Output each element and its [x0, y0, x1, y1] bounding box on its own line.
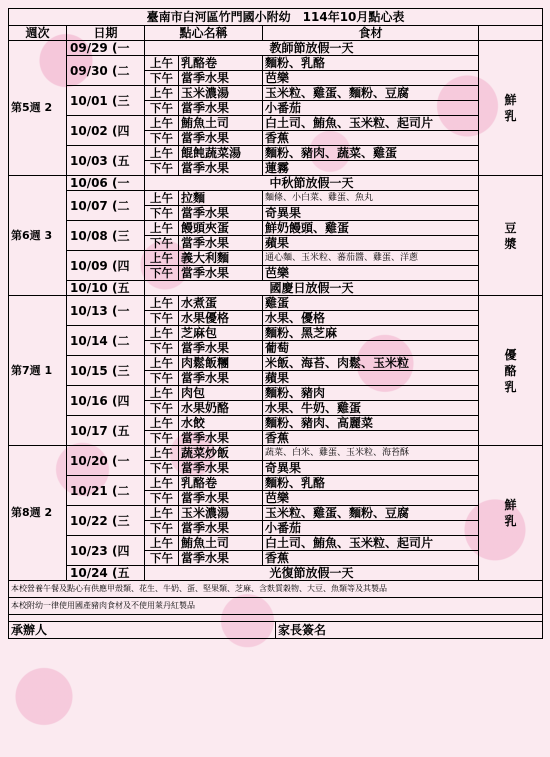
snack-name-am: 乳酪卷	[179, 476, 263, 491]
drink-char: 鮮	[504, 93, 517, 107]
period-am: 上午	[145, 386, 179, 401]
ingredients-am: 玉米粒、雞蛋、麵粉、豆腐	[263, 86, 479, 101]
ingredients-am: 麵粉、乳酪	[263, 56, 479, 71]
period-pm: 下午	[145, 311, 179, 326]
note-row-1	[9, 581, 543, 598]
snack-name-pm: 當季水果	[179, 131, 263, 146]
holiday-cell: 光復節放假一天	[145, 566, 479, 581]
snack-name-am: 鮪魚土司	[179, 116, 263, 131]
date-cell: 10/14 (二	[67, 326, 145, 356]
ingredients-pm: 芭樂	[263, 71, 479, 86]
ingredients-pm: 香蕉	[263, 131, 479, 146]
ingredients-am: 麵粉、豬肉、高麗菜	[263, 416, 479, 431]
date-cell: 10/07 (二	[67, 191, 145, 221]
signature-row	[9, 622, 543, 639]
drink-cell	[479, 41, 543, 176]
day-row	[9, 326, 543, 341]
period-pm: 下午	[145, 206, 179, 221]
day-row	[9, 416, 543, 431]
ingredients-pm: 奇異果	[263, 461, 479, 476]
day-row	[9, 56, 543, 71]
ingredients-am: 玉米粒、雞蛋、麵粉、豆腐	[263, 506, 479, 521]
day-row	[9, 86, 543, 101]
snack-name-am: 玉米濃湯	[179, 506, 263, 521]
snack-name-pm: 當季水果	[179, 431, 263, 446]
ingredients-pm: 奇異果	[263, 206, 479, 221]
snack-name-pm: 當季水果	[179, 371, 263, 386]
snack-name-pm: 當季水果	[179, 521, 263, 536]
period-pm: 下午	[145, 401, 179, 416]
period-am: 上午	[145, 251, 179, 266]
day-row	[9, 506, 543, 521]
date-cell: 10/16 (四	[67, 386, 145, 416]
period-am: 上午	[145, 536, 179, 551]
ingredients-pm: 蘋果	[263, 371, 479, 386]
period-am: 上午	[145, 86, 179, 101]
notes-table	[8, 580, 543, 639]
period-pm: 下午	[145, 266, 179, 281]
day-row	[9, 356, 543, 371]
period-pm: 下午	[145, 161, 179, 176]
ingredients-am: 白土司、鮪魚、玉米粒、起司片	[263, 536, 479, 551]
day-row	[9, 476, 543, 491]
snack-name-am: 肉包	[179, 386, 263, 401]
week-label: 第6週 3	[9, 176, 67, 296]
ingredients-am: 蔬菜、白米、雞蛋、玉米粒、海苔酥	[263, 446, 479, 461]
ingredients-am: 麵粉、豬肉、蔬菜、雞蛋	[263, 146, 479, 161]
snack-name-am: 肉鬆飯糰	[179, 356, 263, 371]
day-row	[9, 221, 543, 236]
snack-name-pm: 當季水果	[179, 101, 263, 116]
drink-cell	[479, 446, 543, 581]
ingredients-am: 鮮奶饅頭、雞蛋	[263, 221, 479, 236]
ingredients-am: 麵粉、黑芝麻	[263, 326, 479, 341]
snack-name-pm: 當季水果	[179, 551, 263, 566]
period-am: 上午	[145, 56, 179, 71]
ingredients-am: 麵粉、乳酪	[263, 476, 479, 491]
period-pm: 下午	[145, 236, 179, 251]
snack-name-am: 拉麵	[179, 191, 263, 206]
date-cell: 10/15 (三	[67, 356, 145, 386]
date-cell: 10/13 (一	[67, 296, 145, 326]
date-cell: 10/17 (五	[67, 416, 145, 446]
snack-name-am: 蔬菜炒飯	[179, 446, 263, 461]
period-pm: 下午	[145, 521, 179, 536]
title-row	[9, 9, 543, 26]
period-am: 上午	[145, 476, 179, 491]
period-am: 上午	[145, 191, 179, 206]
drink-cell	[479, 176, 543, 296]
date-cell: 10/21 (二	[67, 476, 145, 506]
snack-name-pm: 當季水果	[179, 341, 263, 356]
drink-char: 酪	[504, 363, 517, 378]
header-ingredients: 食材	[263, 26, 479, 41]
ingredients-am: 白土司、鮪魚、玉米粒、起司片	[263, 116, 479, 131]
period-pm: 下午	[145, 371, 179, 386]
header-row	[9, 26, 543, 41]
day-row	[9, 386, 543, 401]
snack-menu-page	[8, 8, 542, 639]
period-pm: 下午	[145, 551, 179, 566]
snack-name-pm: 當季水果	[179, 236, 263, 251]
snack-name-am: 饅頭夾蛋	[179, 221, 263, 236]
header-milk	[479, 26, 543, 41]
ingredients-pm: 小番茄	[263, 101, 479, 116]
holiday-cell: 中秋節放假一天	[145, 176, 479, 191]
drink-cell	[479, 296, 543, 446]
snack-name-pm: 當季水果	[179, 161, 263, 176]
week-label: 第7週 1	[9, 296, 67, 446]
period-pm: 下午	[145, 131, 179, 146]
period-am: 上午	[145, 221, 179, 236]
period-am: 上午	[145, 416, 179, 431]
period-am: 上午	[145, 116, 179, 131]
ingredients-pm: 芭樂	[263, 491, 479, 506]
drink-char: 乳	[504, 109, 517, 123]
day-row	[9, 446, 543, 461]
date-cell: 10/01 (三	[67, 86, 145, 116]
period-pm: 下午	[145, 461, 179, 476]
note-row-2	[9, 598, 543, 615]
snack-name-pm: 當季水果	[179, 491, 263, 506]
period-am: 上午	[145, 446, 179, 461]
period-pm: 下午	[145, 431, 179, 446]
snack-name-pm: 當季水果	[179, 266, 263, 281]
period-pm: 下午	[145, 71, 179, 86]
snack-name-am: 水餃	[179, 416, 263, 431]
period-am: 上午	[145, 326, 179, 341]
ingredients-pm: 蓮霧	[263, 161, 479, 176]
period-am: 上午	[145, 296, 179, 311]
allergen-note: 本校營養午餐及點心有供應甲殼類、花生、牛奶、蛋、堅果類、芝麻、含麩質穀物、大豆、魚類等及其製品	[9, 581, 543, 598]
snack-name-am: 鮪魚土司	[179, 536, 263, 551]
ingredients-am: 雞蛋	[263, 296, 479, 311]
snack-name-pm: 當季水果	[179, 71, 263, 86]
snack-name-pm: 當季水果	[179, 461, 263, 476]
period-pm: 下午	[145, 101, 179, 116]
ingredients-pm: 蘋果	[263, 236, 479, 251]
day-row	[9, 191, 543, 206]
snack-name-am: 玉米濃湯	[179, 86, 263, 101]
date-cell: 10/08 (三	[67, 221, 145, 251]
period-pm: 下午	[145, 491, 179, 506]
day-row	[9, 251, 543, 266]
week-label: 第8週 2	[9, 446, 67, 581]
ingredients-pm: 葡萄	[263, 341, 479, 356]
day-row	[9, 146, 543, 161]
snack-name-am: 水煮蛋	[179, 296, 263, 311]
snack-name-am: 義大利麵	[179, 251, 263, 266]
period-am: 上午	[145, 146, 179, 161]
ingredients-pm: 小番茄	[263, 521, 479, 536]
date-cell: 09/30 (二	[67, 56, 145, 86]
date-cell: 10/10 (五	[67, 281, 145, 296]
drink-char: 鮮	[504, 498, 517, 512]
snack-name-am: 芝麻包	[179, 326, 263, 341]
ingredients-am: 麵條、小白菜、雞蛋、魚丸	[263, 191, 479, 206]
date-cell: 10/20 (一	[67, 446, 145, 476]
drink-char: 漿	[504, 236, 517, 251]
ingredients-pm: 芭樂	[263, 266, 479, 281]
handler-label: 承辦人	[9, 622, 276, 639]
day-row	[9, 536, 543, 551]
ingredients-pm: 香蕉	[263, 551, 479, 566]
period-pm: 下午	[145, 341, 179, 356]
date-cell: 10/24 (五	[67, 566, 145, 581]
drink-char: 乳	[504, 514, 517, 528]
drink-char: 豆	[504, 220, 517, 235]
period-am: 上午	[145, 356, 179, 371]
pork-note: 本校附幼一律使用國產豬肉食材及不使用萊丹紅製品	[9, 598, 543, 615]
header-week: 週次	[9, 26, 67, 41]
snack-name-pm: 水果優格	[179, 311, 263, 326]
header-date: 日期	[67, 26, 145, 41]
ingredients-pm: 水果、牛奶、雞蛋	[263, 401, 479, 416]
snack-name-am: 乳酪卷	[179, 56, 263, 71]
snack-name-am: 餛飩蔬菜湯	[179, 146, 263, 161]
date-cell: 10/09 (四	[67, 251, 145, 281]
ingredients-am: 通心麵、玉米粒、蕃茄醬、雞蛋、洋蔥	[263, 251, 479, 266]
drink-char: 優	[504, 347, 517, 362]
header-snack-name: 點心名稱	[145, 26, 263, 41]
drink-char: 乳	[504, 379, 517, 394]
day-row	[9, 296, 543, 311]
ingredients-am: 麵粉、豬肉	[263, 386, 479, 401]
ingredients-pm: 水果、優格	[263, 311, 479, 326]
holiday-cell: 國慶日放假一天	[145, 281, 479, 296]
date-cell: 10/06 (一	[67, 176, 145, 191]
holiday-cell: 教師節放假一天	[145, 41, 479, 56]
date-cell: 10/23 (四	[67, 536, 145, 566]
snack-name-pm: 水果奶酪	[179, 401, 263, 416]
ingredients-am: 米飯、海苔、肉鬆、玉米粒	[263, 356, 479, 371]
snack-menu-table	[8, 8, 543, 581]
parent-signature-label: 家長簽名	[276, 622, 543, 639]
period-am: 上午	[145, 506, 179, 521]
spacer-row	[9, 615, 543, 622]
day-row	[9, 116, 543, 131]
date-cell: 10/03 (五	[67, 146, 145, 176]
week-label: 第5週 2	[9, 41, 67, 176]
ingredients-pm: 香蕉	[263, 431, 479, 446]
menu-body	[9, 9, 543, 581]
date-cell: 10/22 (三	[67, 506, 145, 536]
page-title: 臺南市白河區竹門國小附幼 114年10月點心表	[9, 9, 543, 26]
date-cell: 09/29 (一	[67, 41, 145, 56]
snack-name-pm: 當季水果	[179, 206, 263, 221]
date-cell: 10/02 (四	[67, 116, 145, 146]
